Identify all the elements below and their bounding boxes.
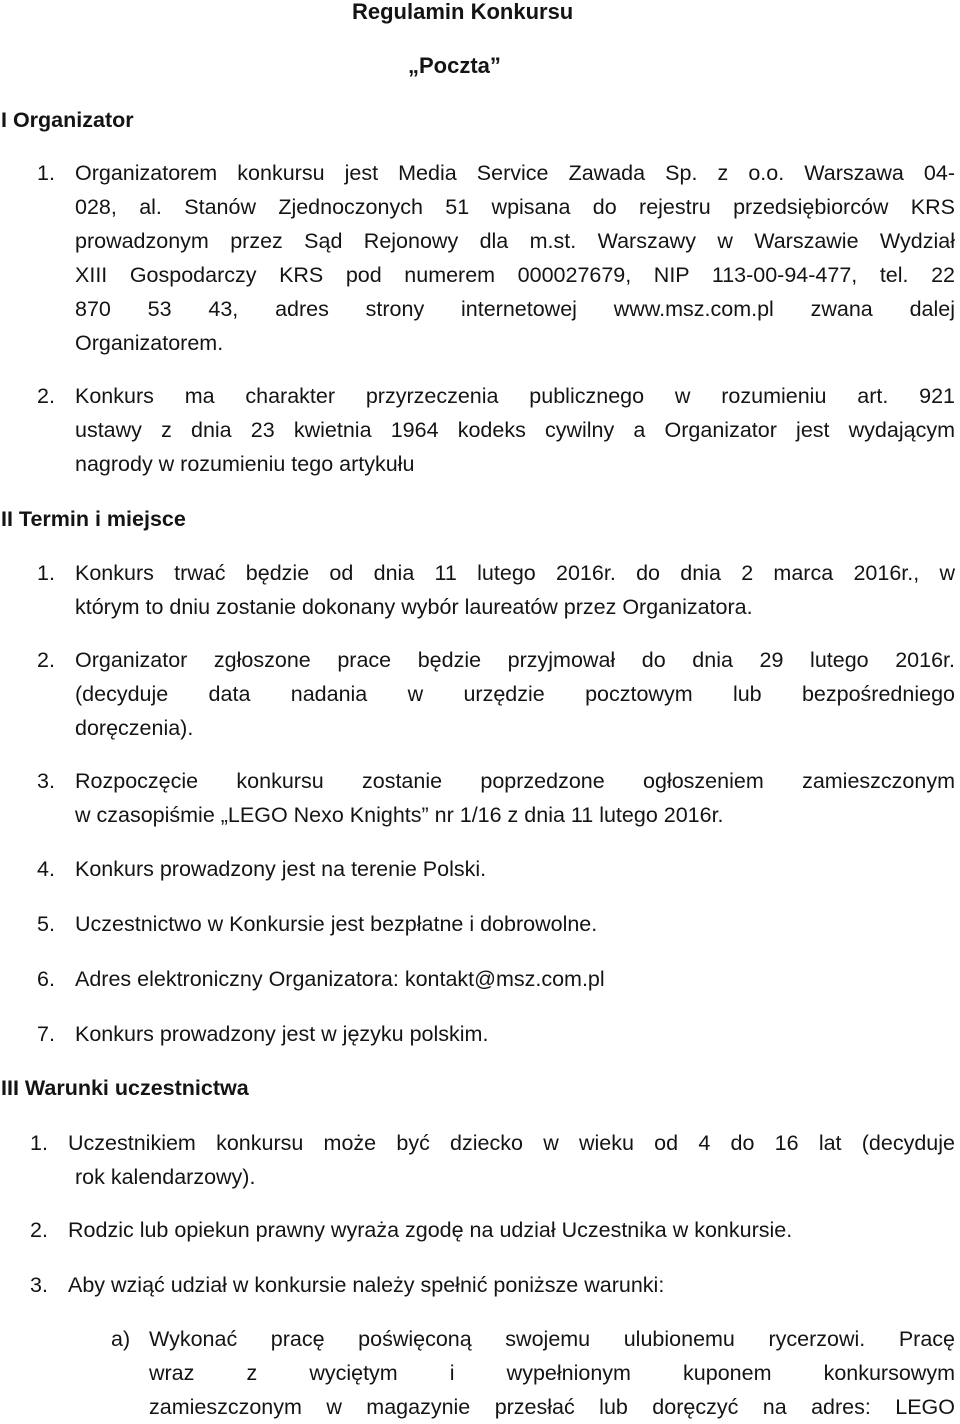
section-heading-warunki: III Warunki uczestnictwa [1, 1076, 249, 1100]
item-text: Rodzic lub opiekun prawny wyraża zgodę na udział Uczestnika w konkursie. [68, 1218, 793, 1242]
item-number: 4. [37, 857, 55, 881]
item-number: 2. [37, 384, 55, 408]
item-number: 1. [37, 561, 55, 585]
section-heading-organizator: I Organizator [1, 108, 134, 132]
document-title: Regulamin Konkursu [352, 0, 574, 24]
list-item [37, 907, 955, 941]
item-number: 2. [30, 1218, 48, 1242]
item-number: 1. [30, 1131, 48, 1155]
list-item [37, 156, 955, 360]
list-item [37, 764, 955, 832]
sub-list-item [111, 1322, 955, 1424]
list-item [30, 1213, 955, 1247]
list-item [37, 962, 955, 996]
item-text: Konkurs trwać będzie od dnia 11 lutego 2016r. do dnia 2 marca 2016r., w którym to dniu zostanie dokonany wybór laureatów przez Organizatora. [75, 561, 955, 619]
item-number: 3. [37, 769, 55, 793]
item-text: Konkurs prowadzony jest w języku polskim. [75, 1022, 489, 1046]
list-item [30, 1268, 955, 1302]
item-text: Wykonać pracę poświęconą swojemu ulubionemu rycerzowi. Pracę wraz z wyciętym i wypełnionym kuponem konkursowym zamieszczonym w magazynie przesłać lub doręczyć na adres: LEGO [149, 1327, 955, 1419]
list-item [37, 852, 955, 886]
item-number: 1. [37, 161, 55, 185]
list-item [30, 1126, 955, 1194]
item-text: Rozpoczęcie konkursu zostanie poprzedzone ogłoszeniem zamieszczonym w czasopiśmie „LEGO Nexo Knights” nr 1/16 z dnia 11 lutego 2016r. [75, 769, 955, 827]
item-text: Konkurs ma charakter przyrzeczenia publicznego w rozumieniu art. 921 ustawy z dnia 23 kwietnia 1964 kodeks cywilny a Organizator jest wydającym nagrody w rozumieniu tego artykułu [75, 384, 955, 476]
item-number: 7. [37, 1022, 55, 1046]
item-text-continuation: rok kalendarzowy). [75, 1165, 256, 1189]
item-text: Konkurs prowadzony jest na terenie Polski. [75, 857, 487, 881]
list-item [37, 379, 955, 481]
section-heading-termin: II Termin i miejsce [1, 507, 186, 531]
item-text: Aby wziąć udział w konkursie należy spełnić poniższe warunki: [68, 1273, 665, 1297]
item-number: 3. [30, 1273, 48, 1297]
list-item [37, 556, 955, 624]
item-number: 6. [37, 967, 55, 991]
sub-item-letter: a) [111, 1327, 131, 1351]
item-text: Organizatorem konkursu jest Media Service Zawada Sp. z o.o. Warszawa 04- 028, al. Stanów Zjednoczonych 51 wpisana do rejestru przedsiębiorców KRS prowadzonym przez Sąd Rejonowy dla m.st. Warszawy w Warszawie Wydział XIII Gospodarczy KRS pod numerem 000027679, NIP 113-00-94-477, tel. 22 870 53 43, adres strony internetowej www.msz.com.pl zwana dalej Organizatorem. [75, 161, 955, 355]
document-subtitle: „Poczta” [408, 53, 501, 78]
item-number: 5. [37, 912, 55, 936]
item-text: Adres elektroniczny Organizatora: kontakt@msz.com.pl [75, 967, 605, 991]
list-item [37, 1017, 955, 1051]
list-item [37, 643, 955, 745]
item-number: 2. [37, 648, 55, 672]
item-text: Uczestnictwo w Konkursie jest bezpłatne i dobrowolne. [75, 912, 598, 936]
item-text: Uczestnikiem konkursu może być dziecko w wieku od 4 do 16 lat (decyduje [68, 1131, 955, 1155]
item-text: Organizator zgłoszone prace będzie przyjmował do dnia 29 lutego 2016r. (decyduje data nadania w urzędzie pocztowym lub bezpośredniego doręczenia). [75, 648, 955, 740]
